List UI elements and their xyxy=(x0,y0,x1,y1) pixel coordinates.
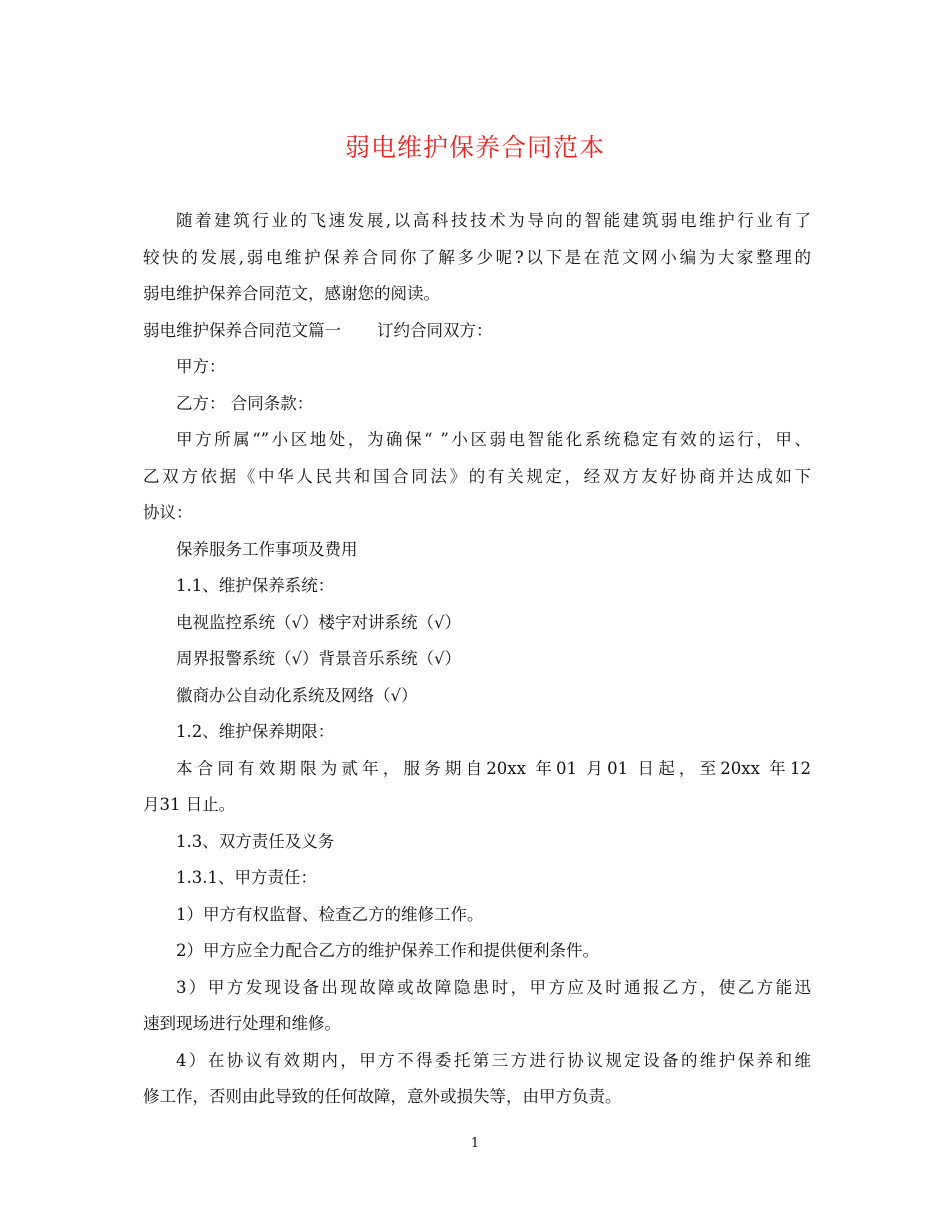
list-item: 1.3、双方责任及义务 xyxy=(176,831,335,851)
term-line-2: 月31 日止。 xyxy=(143,795,236,814)
clause-4-line-1: 4）在协议有效期内，甲方不得委托第三方进行协议规定设备的维护保养和维 xyxy=(176,1050,811,1070)
list-item: 1.3.1、甲方责任： xyxy=(176,868,317,887)
section-heading: 弱电维护保养合同范文篇一 xyxy=(143,320,341,340)
intro-line-2: 较快的发展,弱电维护保养合同你了解多少呢?以下是在范文网小编为大家整理的 xyxy=(143,247,811,267)
document-title: 弱电维护保养合同范本 xyxy=(344,133,605,162)
preamble-line-2: 乙双方依据《中华人民共和国合同法》的有关规定，经双方友好协商并达成如下 xyxy=(143,466,811,486)
list-item: 保养服务工作事项及费用 xyxy=(176,539,358,559)
preamble-line-3: 协议： xyxy=(143,503,193,522)
clause-3-line-2: 速到现场进行处理和维修。 xyxy=(143,1014,341,1033)
party-b-line xyxy=(143,386,811,423)
page-number: 1 xyxy=(470,1136,480,1151)
document-body xyxy=(143,203,811,1116)
list-item: 1.1、维护保养系统： xyxy=(176,576,335,595)
list-item: 1）甲方有权监督、检查乙方的维修工作。 xyxy=(176,904,484,924)
party-a-line: 甲方： xyxy=(176,357,226,376)
term-line-1: 本合同有效期限为贰年，服务期自20xx 年01 月01 日起，至20xx 年12 xyxy=(176,758,811,778)
clause-3-line-1: 3）甲方发现设备出现故障或故障隐患时，甲方应及时通报乙方，使乙方能迅 xyxy=(176,977,811,997)
intro-line-1: 随着建筑行业的飞速发展,以高科技技术为导向的智能建筑弱电维护行业有了 xyxy=(176,211,811,230)
list-item: 2）甲方应全力配合乙方的维护保养工作和提供便利条件。 xyxy=(176,941,599,960)
list-item: 周界报警系统（√）背景音乐系统（√） xyxy=(176,649,462,668)
list-item: 电视监控系统（√）楼宇对讲系统（√） xyxy=(176,612,462,632)
terms-label: 合同条款： xyxy=(230,393,314,413)
clause-4-line-2: 修工作，否则由此导致的任何故障，意外或损失等，由甲方负责。 xyxy=(143,1087,622,1106)
list-item: 1.2、维护保养期限： xyxy=(176,722,335,741)
section-subheading: 订约合同双方： xyxy=(377,320,493,340)
intro-line-3: 弱电维护保养合同范文，感谢您的阅读。 xyxy=(143,284,440,303)
party-b: 乙方： xyxy=(176,393,226,413)
preamble-line-1: 甲方所属“”小区地处，为确保“ ”小区弱电智能化系统稳定有效的运行，甲、 xyxy=(176,430,811,449)
list-item: 徽商办公自动化系统及网络（√） xyxy=(176,685,418,705)
section-heading-line xyxy=(143,313,811,350)
